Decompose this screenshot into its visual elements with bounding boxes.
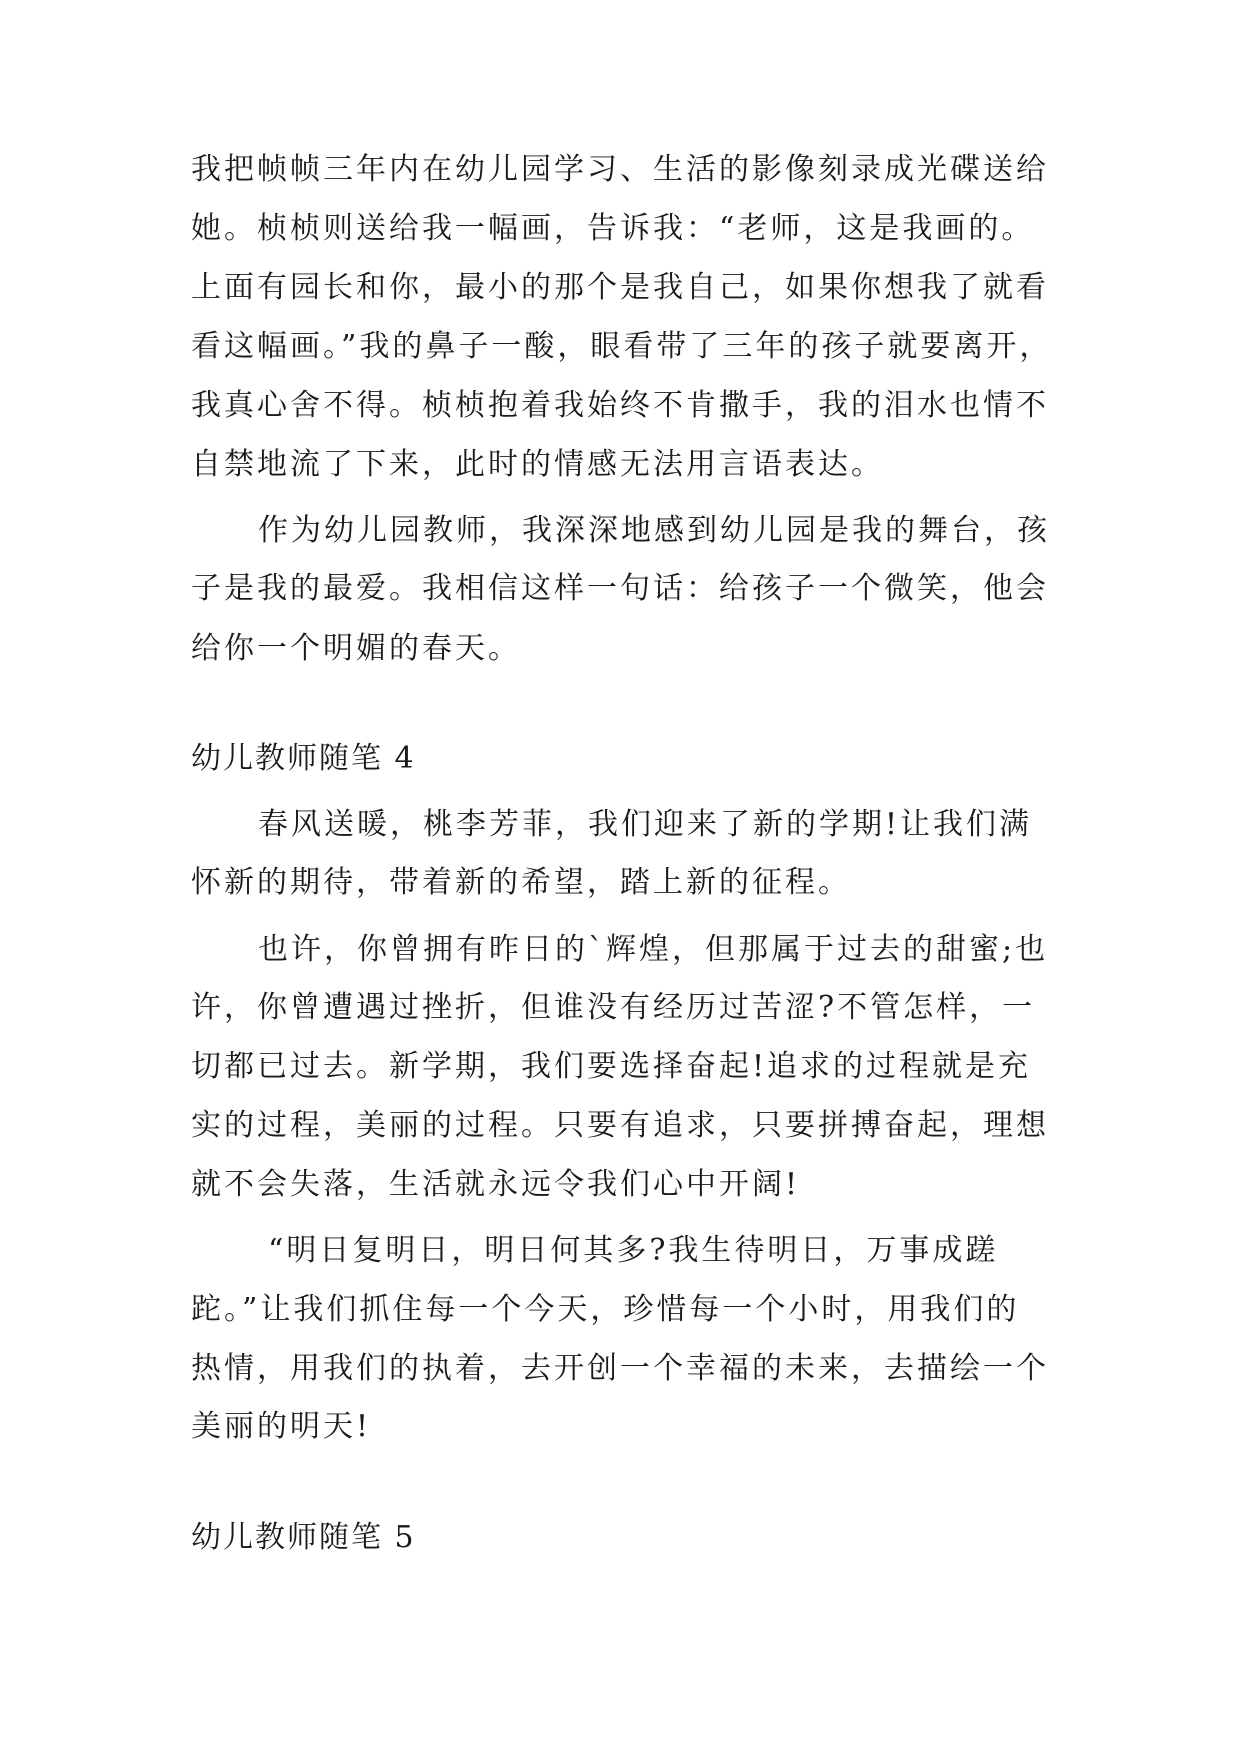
paragraph-line: 美丽的明天! [191,1409,372,1444]
paragraph-line: 自禁地流了下来，此时的情感无法用言语表达。 [191,447,884,482]
paragraph-line: 我把帧帧三年内在幼儿园学习、生活的影像刻录成光碟送给 [191,152,1049,187]
paragraph-line: 跎。”让我们抓住每一个今天，珍惜每一个小时，用我们的 [191,1292,1020,1327]
paragraph-line: 我真心舍不得。桢桢抱着我始终不肯撒手，我的泪水也情不 [191,388,1049,423]
paragraph-line: 子是我的最爱。我相信这样一句话：给孩子一个微笑，他会 [191,571,1049,606]
paragraph-line: 上面有园长和你，最小的那个是我自己，如果你想我了就看 [191,270,1049,305]
paragraph-line: 作为幼儿园教师，我深深地感到幼儿园是我的舞台，孩 [258,513,1050,548]
paragraph-line: “明日复明日，明日何其多?我生待明日，万事成蹉 [268,1233,999,1268]
paragraph-line: 看这幅画。”我的鼻子一酸，眼看带了三年的孩子就要离开， [191,329,1053,364]
paragraph-line: 给你一个明媚的春天。 [191,631,521,666]
paragraph-line: 切都已过去。新学期，我们要选择奋起!追求的过程就是充 [191,1049,1032,1084]
paragraph-line: 春风送暖，桃李芳菲，我们迎来了新的学期!让我们满 [258,807,1033,842]
paragraph-line: 实的过程，美丽的过程。只要有追求，只要拼搏奋起，理想 [191,1108,1049,1143]
section-heading: 幼儿教师随笔 4 [191,741,416,776]
section-heading: 幼儿教师随笔 5 [191,1520,416,1555]
paragraph-line: 她。桢桢则送给我一幅画，告诉我：“老师，这是我画的。 [191,211,1035,246]
paragraph-line: 许，你曾遭遇过挫折，但谁没有经历过苦涩?不管怎样，一 [191,990,1036,1025]
paragraph-line: 就不会失落，生活就永远令我们心中开阔! [191,1167,801,1202]
paragraph-line: 也许，你曾拥有昨日的`辉煌，但那属于过去的甜蜜;也 [258,932,1049,967]
paragraph-line: 怀新的期待，带着新的希望，踏上新的征程。 [191,865,851,900]
paragraph-line: 热情，用我们的执着，去开创一个幸福的未来，去描绘一个 [191,1351,1049,1386]
